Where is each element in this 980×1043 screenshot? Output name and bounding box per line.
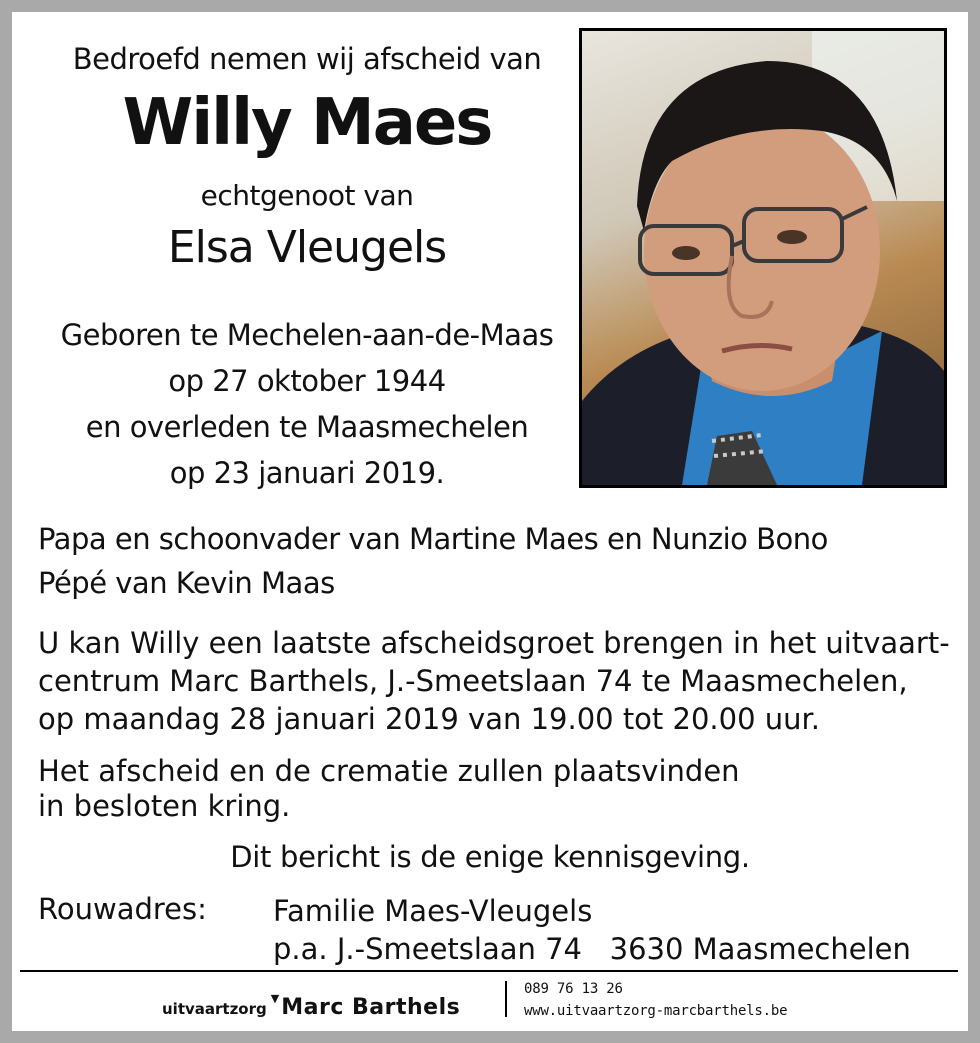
spouse-label: echtgenoot van xyxy=(200,179,414,212)
visitation-line-1: U kan Willy een laatste afscheidsgroet brengen in het uitvaart- xyxy=(38,626,950,660)
ceremony-line-2: in besloten kring. xyxy=(38,789,291,823)
portrait-photo xyxy=(579,28,947,488)
visitation-text xyxy=(38,624,950,738)
address-line-2: p.a. J.-Smeetslaan 74 3630 Maasmechelen xyxy=(273,932,911,966)
life-details xyxy=(12,312,602,496)
intro-text: Bedroefd nemen wij afscheid van xyxy=(72,42,542,76)
address-line-1: Familie Maes-Vleugels xyxy=(273,894,593,928)
ceremony-text xyxy=(38,754,740,824)
footer-website[interactable]: www.uitvaartzorg-marcbarthels.be xyxy=(524,1003,788,1019)
mourning-address xyxy=(273,892,911,968)
footer-divider xyxy=(20,970,958,972)
birth-place: Geboren te Mechelen-aan-de-Maas xyxy=(60,318,554,352)
visitation-line-2: centrum Marc Barthels, J.-Smeetslaan 74 te Maasmechelen, xyxy=(38,664,908,698)
address-label: Rouwadres: xyxy=(38,892,207,926)
footer-contact xyxy=(524,978,787,1022)
triangle-icon: ▼ xyxy=(270,992,280,1005)
footer-separator xyxy=(505,981,507,1017)
brand-prefix: uitvaartzorg xyxy=(162,1000,267,1018)
family-children: Papa en schoonvader van Martine Maes en Nunzio Bono xyxy=(38,522,828,556)
brand-name: Marc Barthels xyxy=(281,995,461,1020)
ceremony-line-1: Het afscheid en de crematie zullen plaatsvinden xyxy=(38,754,740,788)
visitation-line-3: op maandag 28 januari 2019 van 19.00 tot 20.00 uur. xyxy=(38,702,820,736)
notice-text: Dit bericht is de enige kennisgeving. xyxy=(230,840,750,874)
portrait-illustration xyxy=(582,31,944,485)
funeral-home-logo xyxy=(162,992,460,1022)
death-date: op 23 januari 2019. xyxy=(169,456,445,490)
obituary-card xyxy=(12,12,968,1031)
birth-date: op 27 oktober 1944 xyxy=(168,364,446,398)
family-grandchildren: Pépé van Kevin Maas xyxy=(38,566,335,600)
death-place: en overleden te Maasmechelen xyxy=(85,410,529,444)
footer-phone: 089 76 13 26 xyxy=(524,981,623,997)
family-lines xyxy=(38,517,828,605)
spouse-name: Elsa Vleugels xyxy=(167,222,447,273)
deceased-name: Willy Maes xyxy=(122,86,492,160)
